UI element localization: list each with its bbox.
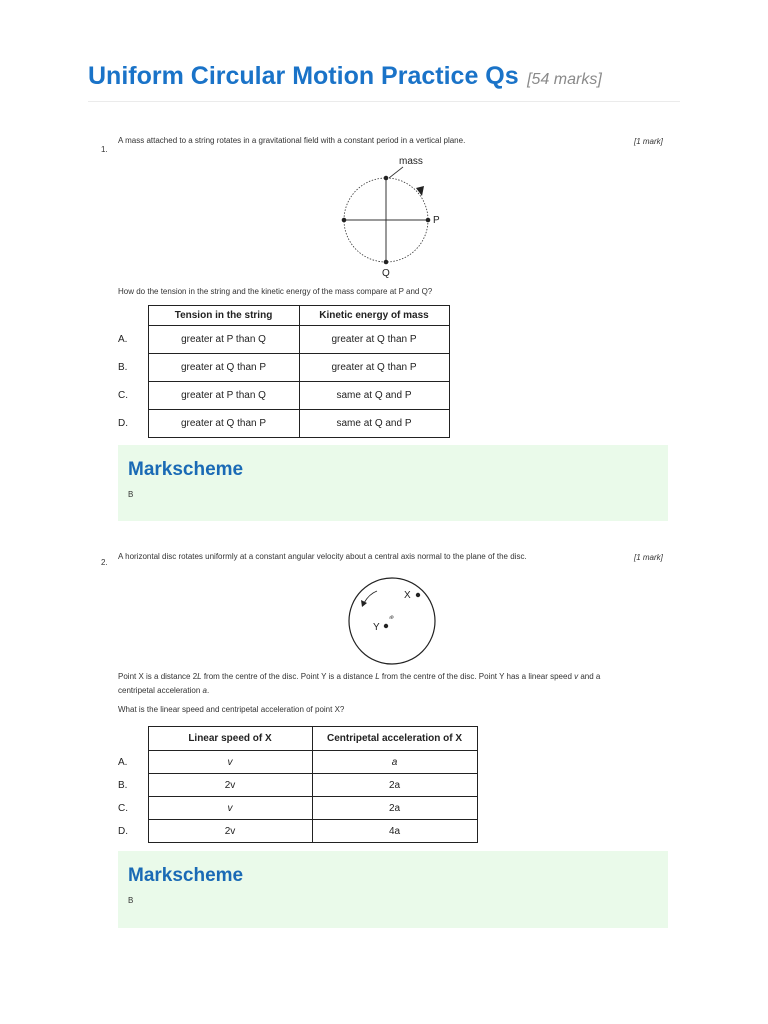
question-stem: A horizontal disc rotates uniformly at a constant angular velocity about a central axis normal to the plane of the disc. xyxy=(118,552,527,561)
option-letter: B. xyxy=(118,362,128,373)
option-letter: C. xyxy=(118,390,128,401)
table-cell: greater at Q than P xyxy=(299,354,449,382)
table-cell: same at Q and P xyxy=(299,410,449,438)
y-label: Y xyxy=(373,622,380,633)
markscheme-box xyxy=(118,851,668,928)
table-row xyxy=(118,774,477,797)
table-row xyxy=(118,751,477,774)
rotating-disc-diagram xyxy=(340,575,445,670)
left-dot xyxy=(342,218,347,223)
table-cell: greater at P than Q xyxy=(148,326,299,354)
table-cell: greater at Q than P xyxy=(148,354,299,382)
x-label: X xyxy=(404,590,411,601)
answer-table xyxy=(118,305,450,438)
question-prompt: How do the tension in the string and the kinetic energy of the mass compare at P and Q? xyxy=(118,287,433,296)
rotation-arc xyxy=(364,591,377,603)
answer-table xyxy=(118,726,478,843)
column-header: Tension in the string xyxy=(148,306,299,326)
table-cell: 2v xyxy=(148,774,312,797)
table-cell: greater at Q than P xyxy=(148,410,299,438)
point-y-dot xyxy=(384,624,388,628)
question-stem: A mass attached to a string rotates in a gravitational field with a constant period in a vertical plane. xyxy=(118,136,466,145)
p-label: P xyxy=(433,215,440,226)
table-cell: v xyxy=(148,751,312,774)
table-cell: same at Q and P xyxy=(299,382,449,410)
option-letter: B. xyxy=(118,779,128,791)
question-number: 2. xyxy=(101,558,108,567)
markscheme-title: Markscheme xyxy=(128,865,244,886)
option-letter: A. xyxy=(118,756,128,768)
table-cell: greater at P than Q xyxy=(148,382,299,410)
rotation-arrow-icon xyxy=(361,600,367,607)
table-cell: 2a xyxy=(312,774,477,797)
table-row xyxy=(118,382,449,410)
column-header: Kinetic energy of mass xyxy=(299,306,449,326)
table-row xyxy=(118,354,449,382)
title-divider xyxy=(88,101,680,102)
question-prompt: What is the linear speed and centripetal acceleration of point X? xyxy=(118,705,345,714)
q-label: Q xyxy=(382,268,390,279)
table-cell: a xyxy=(312,751,477,774)
table-cell: greater at Q than P xyxy=(299,326,449,354)
table-cell: v xyxy=(148,797,312,820)
mass-label: mass xyxy=(399,156,423,167)
table-cell: 4a xyxy=(312,820,477,843)
option-letter: D. xyxy=(118,825,128,837)
markscheme-title: Markscheme xyxy=(128,459,244,480)
option-letter: D. xyxy=(118,418,128,429)
total-marks: [54 marks] xyxy=(527,71,602,88)
table-row xyxy=(118,326,449,354)
markscheme-answer: B xyxy=(128,490,134,499)
rotation-arrow-icon xyxy=(416,186,424,196)
markscheme-answer: B xyxy=(128,896,134,905)
page-title-text: Uniform Circular Motion Practice Qs xyxy=(88,62,519,90)
point-q-dot xyxy=(384,260,389,265)
table-row xyxy=(118,410,449,438)
question-body: Point X is a distance 2L from the centre of the disc. Point Y is a distance L from the centre of the disc. Point Y has a linear speed v and a centripetal acceleration a. xyxy=(118,672,601,695)
table-cell: 2v xyxy=(148,820,312,843)
mass-pointer-line xyxy=(389,167,403,178)
option-letter: A. xyxy=(118,334,128,345)
question-marks: [1 mark] xyxy=(634,137,663,146)
table-cell: 2a xyxy=(312,797,477,820)
disc-outline xyxy=(349,578,435,664)
question-marks: [1 mark] xyxy=(634,553,663,562)
mass-dot xyxy=(384,176,389,181)
question-number: 1. xyxy=(101,145,108,154)
centre-label: O xyxy=(389,615,393,620)
point-p-dot xyxy=(426,218,431,223)
table-row xyxy=(118,797,477,820)
markscheme-box xyxy=(118,445,668,521)
vertical-circle-diagram xyxy=(330,150,450,280)
column-header: Linear speed of X xyxy=(148,727,312,751)
table-row xyxy=(118,820,477,843)
column-header: Centripetal acceleration of X xyxy=(312,727,477,751)
option-letter: C. xyxy=(118,802,128,814)
point-x-dot xyxy=(416,593,420,597)
page-title xyxy=(88,62,602,91)
